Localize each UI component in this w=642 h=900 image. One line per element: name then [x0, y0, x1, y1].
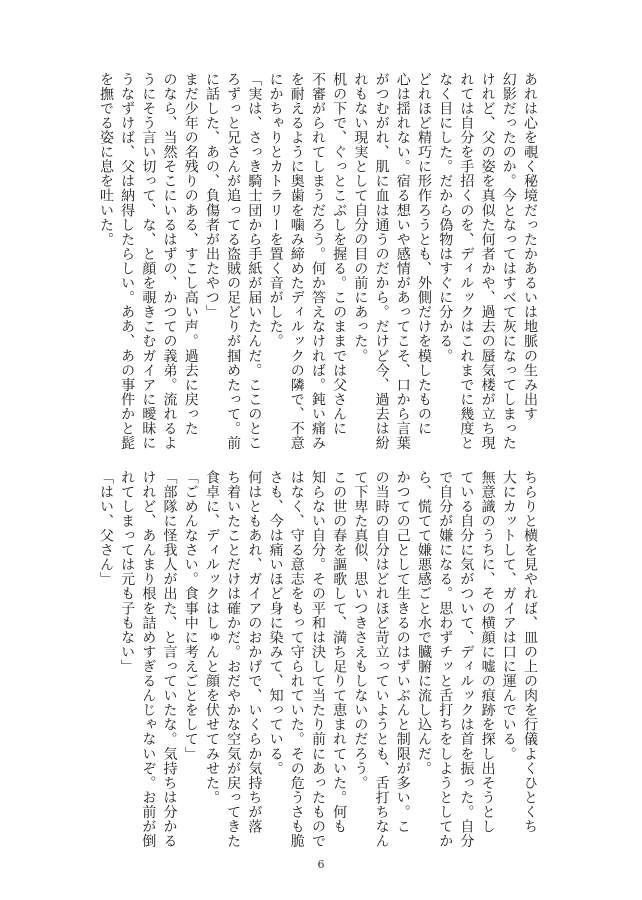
text-line: 机の下で、ぐっとこぶしを握る。このままでは父さんに	[331, 72, 348, 436]
text-line: にかちゃりとカトラリーを置く音がした。	[267, 72, 284, 349]
text-line: ている自分に気がついて、ディルックは首を振った。自分	[458, 470, 475, 849]
text-line: れては自分を手招くのを、ディルックはこれまでに幾度と	[458, 72, 475, 451]
text-line: うなずけば、父は納得したらしい。ああ、あの事件かと髭	[119, 72, 136, 451]
text-line: この世の春を謳歌して、満ち足りて恵まれていた。何も	[331, 470, 348, 834]
text-line: さも、今は痛いほど身に染みて、知っている。	[267, 470, 284, 776]
text-line: まだ少年の名残りのある、すこし高い声。過去に戻った	[182, 72, 199, 436]
text-line: のなら、当然そこにいるはずの、かつての義弟。流れるよ	[161, 72, 178, 451]
text-line: ちらりと横を見やれば、皿の上の肉を行儀よくひとくち	[522, 470, 538, 834]
text-line: ち着いたことだけは確かだ。おだやかな空気が戻ってきた	[225, 470, 242, 849]
text-line: はなく、守る意志をもって守られていた。その危うさも脆	[288, 470, 305, 849]
text-line: 不審がられてしまうだろう。何か答えなければ。鈍い痛み	[309, 72, 326, 451]
text-line: 無意識のうちに、その横顔に嘘の痕跡を探し出そうとし	[479, 470, 496, 834]
page-number: 6	[317, 858, 325, 871]
upper-text-block	[95, 72, 540, 457]
text-line: 「ごめんなさい。食事中に考えごとをして」	[182, 470, 199, 761]
text-line: けれど、あんまり根を詰めすぎるんじゃないぞ。お前が倒	[140, 470, 157, 849]
text-line: どれほど精巧に形作ろうとも、外側だけを模したものに	[415, 72, 432, 436]
text-line: 「部隊に怪我人が出た、と言っていたな。気持ちは分かる	[161, 470, 178, 849]
text-line: 「実は、さっき騎士団から手紙が届いたんだ。ここのとこ	[246, 72, 263, 451]
text-line: がつむがれ、肌に血は通うのだから。だけど今、過去は紛	[373, 72, 390, 451]
text-line: うにそう言い切って、な、と顔を覗きこむガイアに曖昧に	[140, 72, 157, 451]
text-line: 大にカットして、ガイアは口に運んでいる。	[500, 470, 517, 761]
text-line: で自分が嫌になる。思わずチッと舌打ちをしようとしてか	[437, 470, 454, 849]
text-line: れもない現実として自分の目の前にあった。	[352, 72, 369, 363]
text-line: あれは心を覗く秘境だったかあるいは地脈の生み出す	[522, 72, 538, 422]
text-line: 知らない自分。その平和は決して当たり前にあったもので	[309, 470, 326, 849]
text-line: 何はともあれ、ガイアのおかげで、いくらか気持ちが落	[246, 470, 263, 834]
text-line: 「はい、父さん」	[97, 470, 114, 587]
text-line: れてしまっては元も子もない」	[119, 470, 136, 674]
text-line: なく目にした。だから偽物はすぐに分かる。	[437, 72, 454, 363]
text-line: ら、慌てて嫌悪感ごと水で臓腑に流し込んだ。	[415, 470, 432, 776]
text-line: て下卑た真似、思いつきさえもしないのだろう。	[352, 470, 369, 791]
text-line: を撫でる姿に息を吐いた。	[97, 72, 114, 247]
text-line: に話した、あの、負傷者が出たやつ」	[203, 72, 220, 320]
text-line: を耐えるように奥歯を噛み締めたディルックの隣で、不意	[288, 72, 305, 451]
lower-text-block	[95, 470, 540, 855]
text-line: の当時の自分はどれほど苛立っていようとも、舌打ちなん	[373, 470, 390, 849]
text-line: けれど、父の姿を真似た何者かや、過去の蜃気楼が立ち現	[479, 72, 496, 451]
text-line: 食卓に、ディルックはしゅんと顔を伏せてみせた。	[203, 470, 220, 805]
text-line: かつての己として生きるのはずいぶんと制限が多い。こ	[394, 470, 411, 834]
text-line: ろずっと兄さんが追ってる盗賊の足どりが掴めたって。前	[225, 72, 242, 451]
text-line: 幻影だったのか。今となってはすべて灰になってしまった	[500, 72, 517, 451]
text-line: 心は揺れない。宿る想いや感情があってこそ、口から言葉	[394, 72, 411, 451]
